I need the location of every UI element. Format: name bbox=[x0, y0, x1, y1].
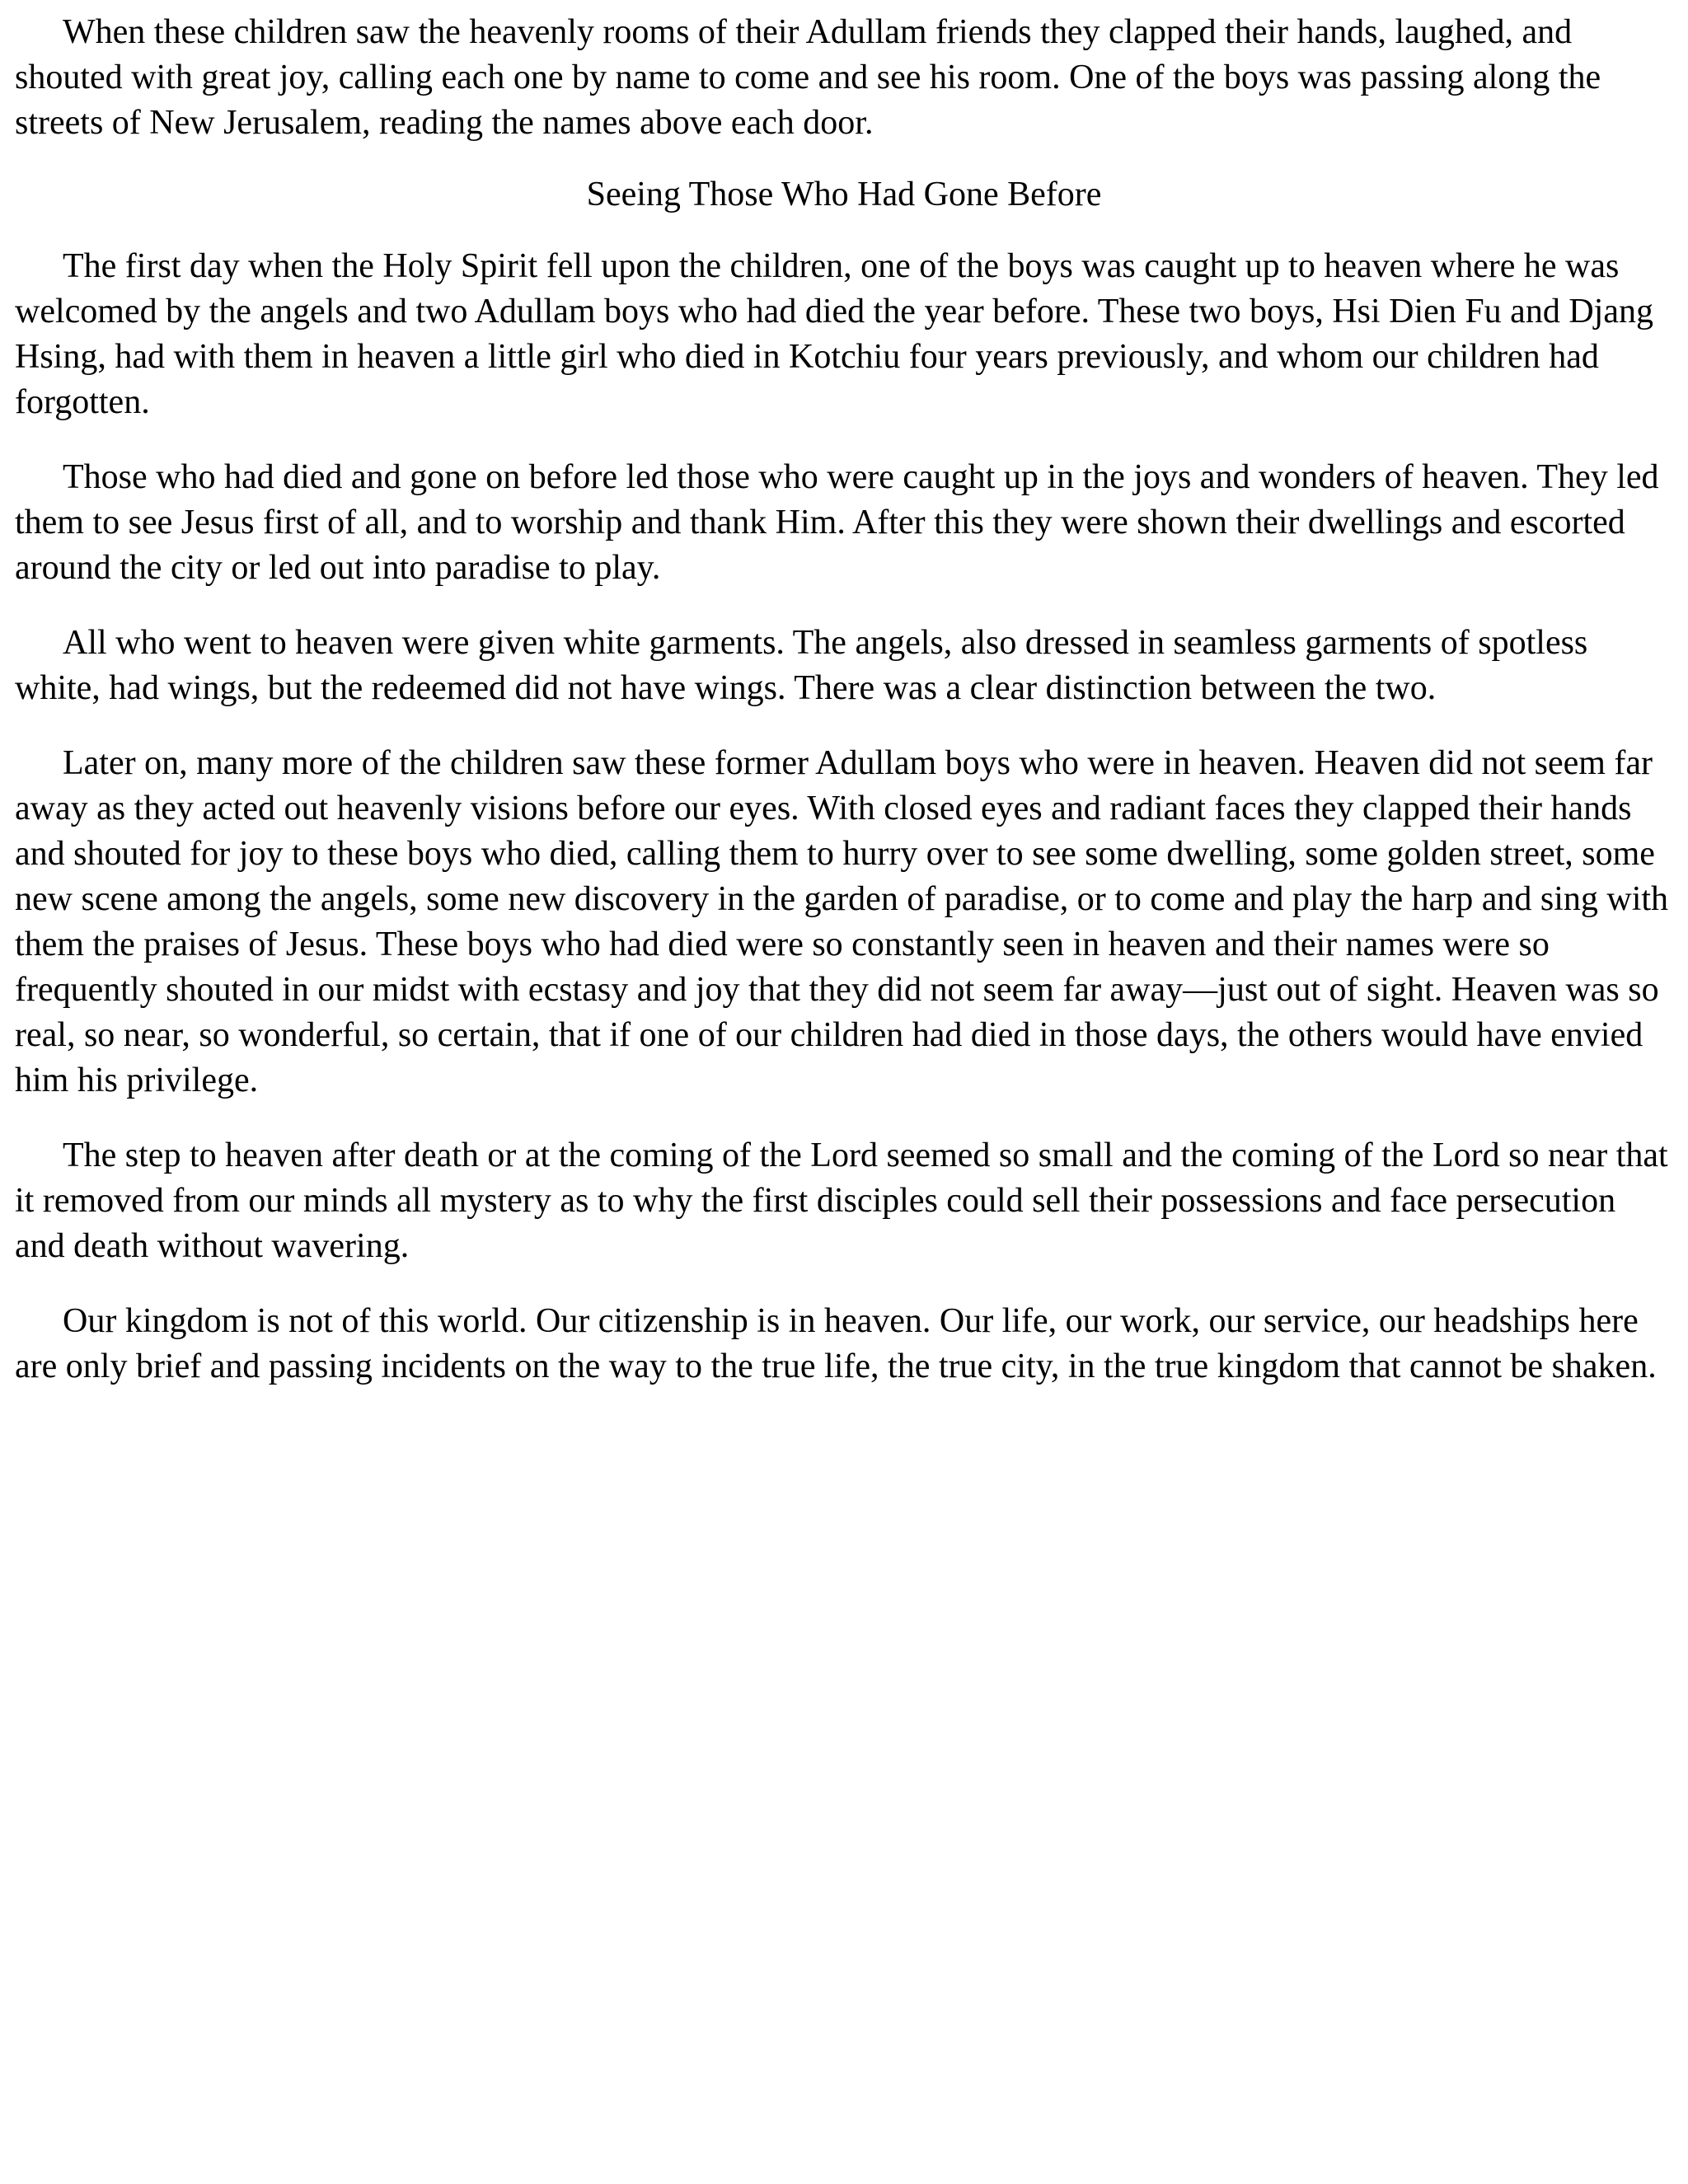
body-paragraph-6: Our kingdom is not of this world. Our citizenship is in heaven. Our life, our work, our service, our headships here are only brief and passing incidents on the way to the true life, the true city, in the true kingdom that cannot be shaken. bbox=[15, 1302, 1657, 1385]
document-page bbox=[15, 10, 1673, 1419]
section-heading: Seeing Those Who Had Gone Before bbox=[586, 176, 1102, 213]
body-paragraph-3: All who went to heaven were given white garments. The angels, also dressed in seamless garments of spotless white, had wings, but the redeemed did not have wings. There was a clear distinction between the two. bbox=[15, 624, 1588, 707]
body-paragraph-5: The step to heaven after death or at the coming of the Lord seemed so small and the coming of the Lord so near that it removed from our minds all mystery as to why the first disciples could sell their possessions and face persecution and death without wavering. bbox=[15, 1137, 1668, 1265]
body-paragraph-4: Later on, many more of the children saw these former Adullam boys who were in heaven. Heaven did not seem far away as they acted out heavenly visions before our eyes. With closed eyes and radiant faces they clapped their hands and shouted for joy to these boys who died, calling them to hurry over to see some dwelling, some golden street, some new scene among the angels, some new discovery in the garden of paradise, or to come and play the harp and sing with them the praises of Jesus. These boys who had died were so constantly seen in heaven and their names were so frequently shouted in our midst with ecstasy and joy that they did not seem far away—just out of sight. Heaven was so real, so near, so wonderful, so certain, that if one of our children had died in those days, the others would have envied him his privilege. bbox=[15, 744, 1669, 1099]
intro-paragraph: When these children saw the heavenly rooms of their Adullam friends they clapped their hands, laughed, and shouted with great joy, calling each one by name to come and see his room. One of the boys was passing along the streets of New Jerusalem, reading the names above each door. bbox=[15, 13, 1601, 142]
body-paragraph-2: Those who had died and gone on before led those who were caught up in the joys and wonders of heaven. They led them to see Jesus first of all, and to worship and thank Him. After this they were shown their dwellings and escorted around the city or led out into paradise to play. bbox=[15, 458, 1659, 587]
body-paragraph-1: The first day when the Holy Spirit fell upon the children, one of the boys was caught up to heaven where he was welcomed by the angels and two Adullam boys who had died the year before. These two boys, Hsi Dien Fu and Djang Hsing, had with them in heaven a little girl who died in Kotchiu four years previously, and whom our children had forgotten. bbox=[15, 247, 1653, 421]
